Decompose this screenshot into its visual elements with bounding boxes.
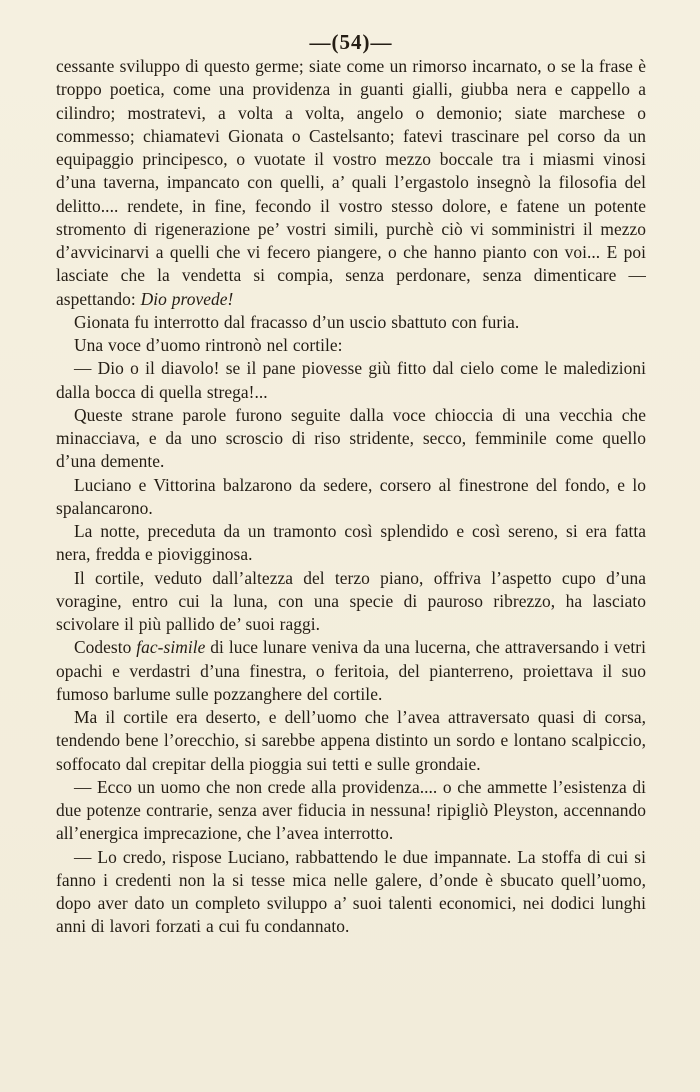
paragraph: Gionata fu interrotto dal fracasso d’un uscio sbattuto con furia. (74, 311, 520, 332)
paragraph: Queste strane parole furono seguite dalla voce chioccia di una vecchia che minacciava, e da uno scroscio di riso stridente, secco, femminile come quello d’una demente. (56, 404, 646, 472)
paragraph: — Ecco un uomo che non crede alla providenza.... o che ammette l’esistenza di due potenze contrarie, senza aver fiducia in nessuna! ripigliò Pleyston, accennando all’energica imprecazione, che l’avea interrotto. (56, 776, 646, 844)
emphasis: Dio provede! (140, 288, 234, 309)
paragraph: La notte, preceduta da un tramonto così splendido e così sereno, si era fatta nera, fredda e piovigginosa. (56, 521, 646, 565)
emphasis: fac-simile (136, 637, 206, 658)
paragraph: Codesto fac-simile di luce lunare veniva da una lucerna, che attraversando i vetri opachi e verdastri d’una finestra, o feritoia, del pianterreno, proiettava il suo fumoso barlume sulle pozzanghere del cortile. (56, 637, 646, 704)
paragraph: — Lo credo, rispose Luciano, rabbattendo le due impannate. La stoffa di cui si fanno i credenti non la si tesse mica nelle galere, d’onde è sbucato quell’uomo, dopo aver dato un completo sviluppo a’ suoi talenti economici, nei dodici lunghi anni di lavori forzati a cui fu condannato. (56, 846, 646, 937)
page-body (56, 55, 646, 939)
paragraph: cessante sviluppo di questo germe; siate come un rimorso incarnato, o se la frase è troppo poetica, come una providenza in guanti gialli, giubba nera e cappello a cilindro; mostratevi, a volta a volta, angelo o demonio; siate marchese o commesso; chiamatevi Gionata o Castelsanto; fatevi trascinare pel corso da un equipaggio principesco, o vuotate il vostro mezzo boccale tra i miasmi vinosi d’una taverna, impancato con quelli, a’ quali l’ergastolo insegnò la filosofia del delitto.... rendete, in fine, fecondo il vostro stesso dolore, e fatene un potente stromento di rigenerazione pe’ vostri simili, purchè ciò vi somministri il mezzo d’avvicinarvi a quelli che vi fecero piangere, o che hanno pianto con voi... E poi lasciate che la vendetta si compia, senza perdonare, senza dimenticare — aspettando: Dio provede! (56, 56, 646, 309)
page-number: —(54)— (309, 30, 393, 54)
paragraph: Una voce d’uomo rintronò nel cortile: (74, 335, 343, 355)
paragraph: Ma il cortile era deserto, e dell’uomo che l’avea attraversato quasi di corsa, tendendo bene l’orecchio, si sarebbe appena distinto un sordo e lontano scalpiccio, soffocato dal crepitar della pioggia sui tetti e sulle grondaie. (56, 707, 646, 774)
paragraph: Il cortile, veduto dall’altezza del terzo piano, offriva l’aspetto cupo d’una voragine, entro cui la luna, con una specie di pauroso ribrezzo, ha lasciato scivolare il più pallido de’ suoi raggi. (56, 567, 646, 634)
paragraph: Luciano e Vittorina balzarono da sedere, corsero al finestrone del fondo, e lo spalancarono. (56, 474, 646, 518)
paragraph: — Dio o il diavolo! se il pane piovesse giù fitto dal cielo come le maledizioni dalla bocca di quella strega!... (56, 358, 646, 402)
